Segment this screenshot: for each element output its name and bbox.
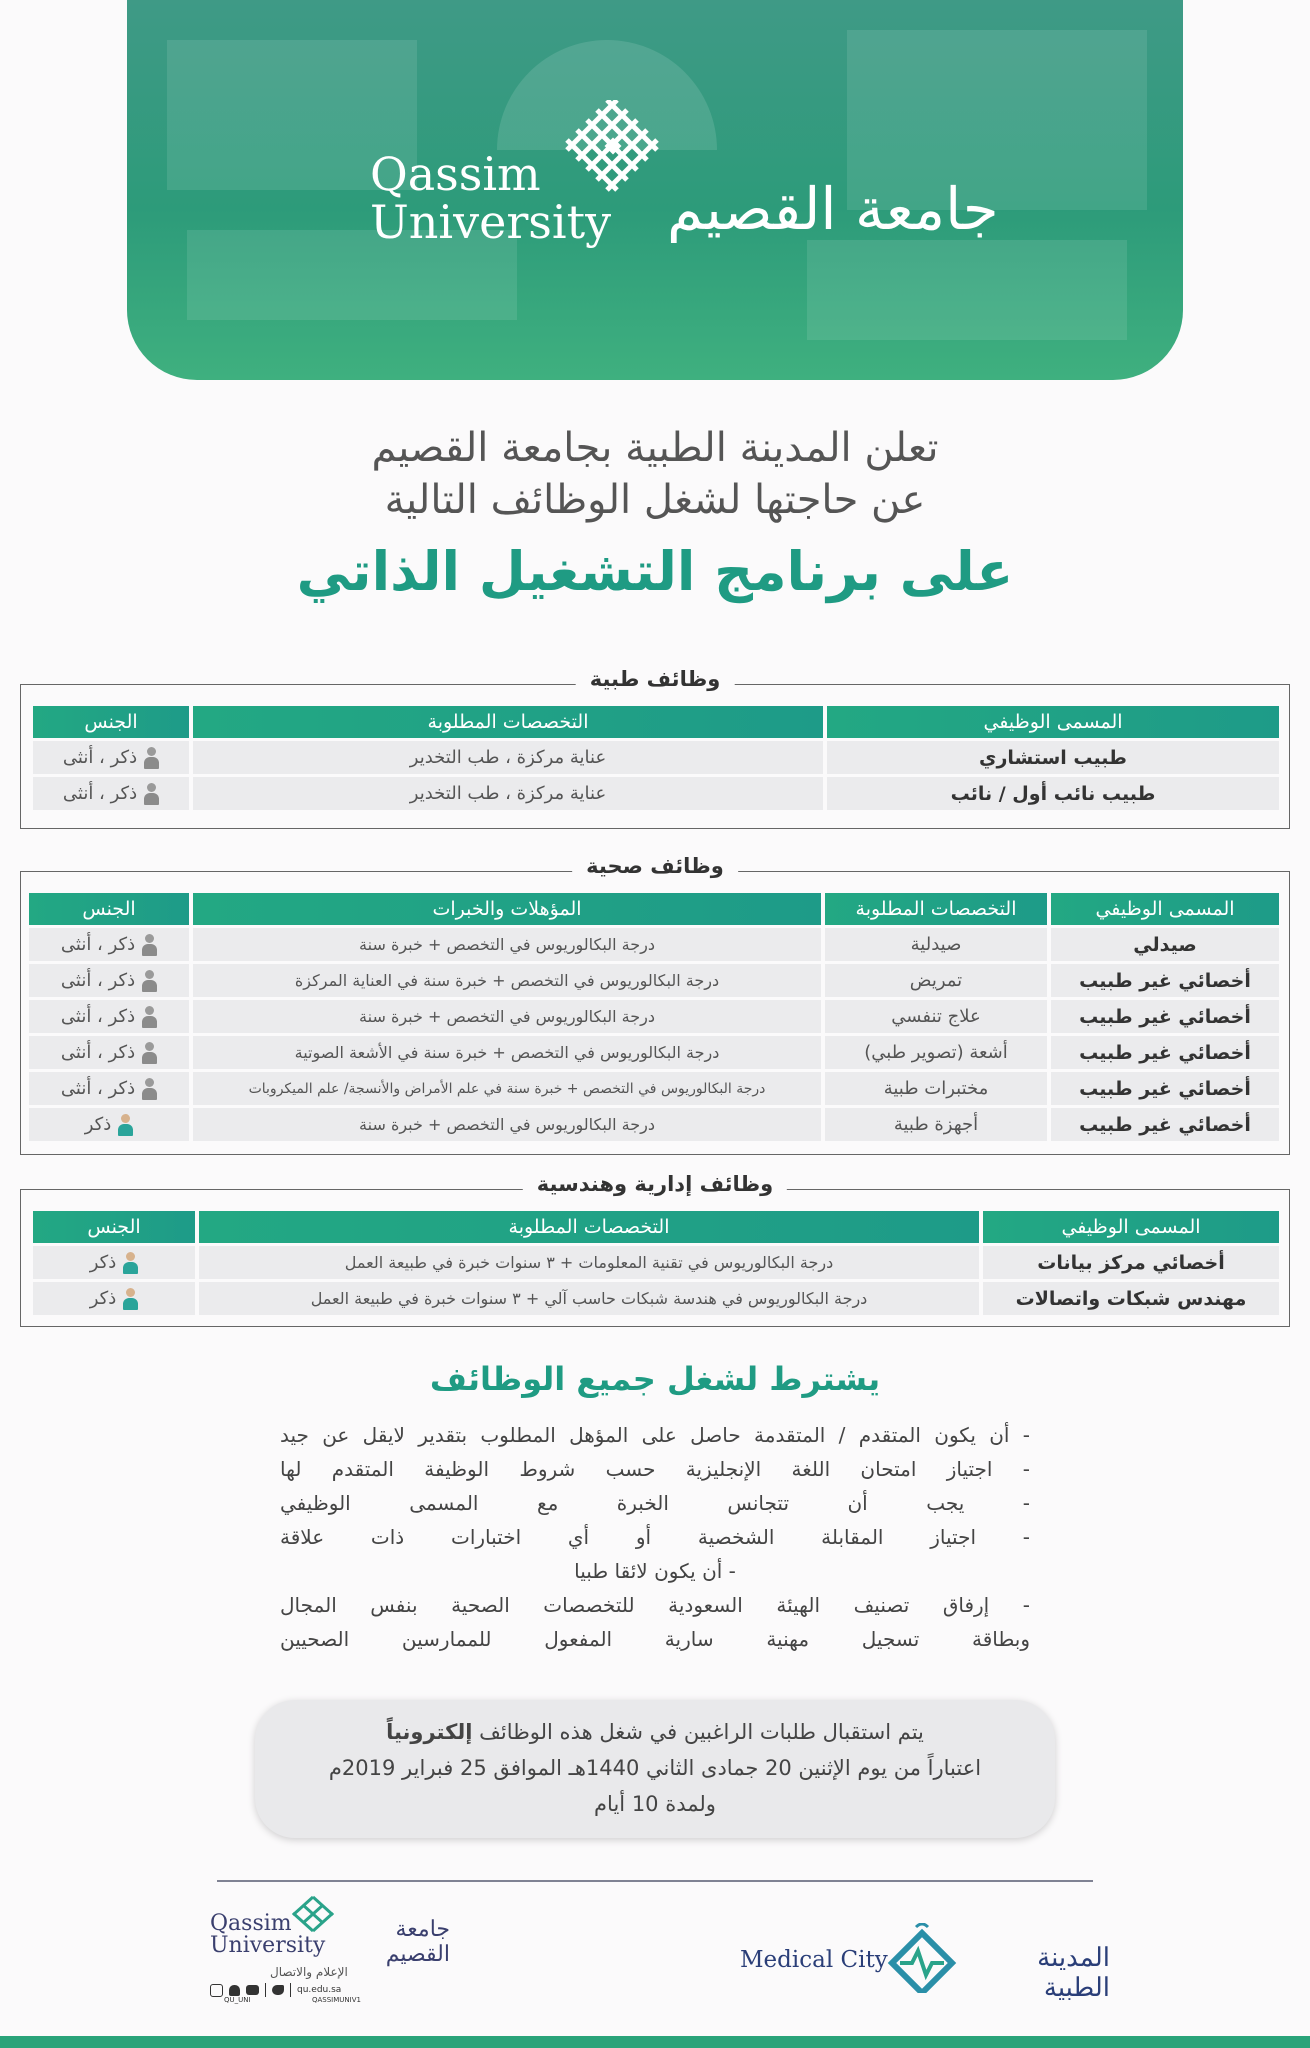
column-header-job: المسمى الوظيفي — [983, 1211, 1279, 1243]
specialty: أشعة (تصوير طبي) — [825, 1036, 1047, 1069]
male-icon — [117, 1114, 133, 1136]
condition-item: وبطاقة تسجيل مهنية سارية المفعول للممارسين الصحيين — [280, 1627, 1030, 1651]
handle-qu-uni: QU_UNI — [224, 1996, 251, 2004]
job-title: أخصائي مركز بيانات — [983, 1246, 1279, 1279]
page-title: على برنامج التشغيل الذاتي — [296, 540, 1014, 603]
medical-jobs-section — [20, 667, 1290, 829]
male-female-icon — [141, 1042, 157, 1064]
health-jobs-section — [20, 854, 1290, 1155]
column-header-job: المسمى الوظيفي — [827, 706, 1279, 738]
admin-jobs-section — [20, 1172, 1290, 1327]
condition-item: - إرفاق تصنيف الهيئة السعودية للتخصصات الصحية بنفس المجال — [280, 1593, 1030, 1617]
qualifications: درجة البكالوريوس في التخصص + خبرة سنة في العناية المركزة — [193, 964, 821, 997]
gender-cell: ذكر ، أنثى — [33, 741, 189, 774]
table-row — [29, 1108, 1279, 1141]
male-female-icon — [141, 1006, 157, 1028]
gender-cell: ذكر ، أنثى — [29, 964, 189, 997]
qualifications: درجة البكالوريوس في التخصص + خبرة سنة في الأشعة الصوتية — [193, 1036, 821, 1069]
footer-qu-logo: Qassim University جامعة القصيم الإعلام والاتصال qu.edu.sa QU_UNI QASSIMUNIV1 — [210, 1895, 450, 2005]
column-header-job: المسمى الوظيفي — [1051, 893, 1279, 925]
health-jobs-title: وظائف صحية — [572, 854, 738, 878]
condition-item: - أن يكون لائقا طبيا — [574, 1559, 736, 1583]
job-title: أخصائي غير طبيب — [1051, 1036, 1279, 1069]
specialty: عناية مركزة ، طب التخدير — [193, 741, 823, 774]
gender-cell: ذكر — [33, 1282, 195, 1315]
medical-jobs-title: وظائف طبية — [576, 667, 735, 691]
job-title: أخصائي غير طبيب — [1051, 964, 1279, 997]
snapchat-icon[interactable] — [229, 1985, 240, 1996]
conditions-title: يشترط لشغل جميع الوظائف — [429, 1360, 881, 1398]
gender-cell: ذكر — [29, 1108, 189, 1141]
job-title: طبيب استشاري — [827, 741, 1279, 774]
intro-line-2: عن حاجتها لشغل الوظائف التالية — [384, 477, 926, 523]
male-female-icon — [143, 783, 159, 805]
column-header-gender: الجنس — [29, 893, 189, 925]
column-header-specialty: التخصصات المطلوبة — [193, 706, 823, 738]
column-header-gender: الجنس — [33, 1211, 195, 1243]
bottom-bar — [0, 2036, 1310, 2048]
male-icon — [122, 1288, 138, 1310]
male-female-icon — [141, 970, 157, 992]
condition-item: - اجتياز امتحان اللغة الإنجليزية حسب شروط الوظيفة المتقدم لها — [280, 1457, 1030, 1481]
qualifications: درجة البكالوريوس في التخصص + خبرة سنة في علم الأمراض والأنسجة/ علم الميكروبات — [193, 1072, 821, 1105]
website-link[interactable]: qu.edu.sa — [297, 1985, 342, 1995]
condition-item: - اجتياز المقابلة الشخصية أو أي اختبارات ذات علاقة — [280, 1525, 1030, 1549]
admin-jobs-table — [29, 1208, 1283, 1318]
table-row — [29, 1036, 1279, 1069]
column-header-specialty: التخصصات المطلوبة — [825, 893, 1047, 925]
instagram-icon[interactable] — [210, 1984, 223, 1997]
job-title: أخصائي غير طبيب — [1051, 1108, 1279, 1141]
handle-qassimuniv: QASSIMUNIV1 — [312, 1996, 361, 2004]
footer-divider — [217, 1880, 1093, 1882]
table-row — [33, 777, 1279, 810]
intro-line-1: تعلن المدينة الطبية بجامعة القصيم — [371, 425, 939, 471]
specialty: درجة البكالوريوس في هندسة شبكات حاسب آلي + ٣ سنوات خبرة في طبيعة العمل — [199, 1282, 979, 1315]
qualifications: درجة البكالوريوس في التخصص + خبرة سنة — [193, 1000, 821, 1033]
column-header-qualifications: المؤهلات والخبرات — [193, 893, 821, 925]
application-notice — [255, 1700, 1055, 1838]
gender-cell: ذكر ، أنثى — [29, 1000, 189, 1033]
job-title: طبيب نائب أول / نائب — [827, 777, 1279, 810]
male-female-icon — [141, 1078, 157, 1100]
gender-cell: ذكر ، أنثى — [29, 928, 189, 961]
youtube-icon[interactable] — [246, 1985, 259, 1995]
qualifications: درجة البكالوريوس في التخصص + خبرة سنة — [193, 1108, 821, 1141]
condition-item: - أن يكون المتقدم / المتقدمة حاصل على المؤهل المطلوب بتقدير لايقل عن جيد — [280, 1423, 1030, 1447]
column-header-gender: الجنس — [33, 706, 189, 738]
qualifications: درجة البكالوريوس في التخصص + خبرة سنة — [193, 928, 821, 961]
medical-jobs-table — [29, 703, 1283, 813]
notice-line-1: يتم استقبال طلبات الراغبين في شغل هذه الوظائف إلكترونياً — [386, 1720, 924, 1744]
notice-line-2: اعتباراً من يوم الإثنين 20 جمادى الثاني 1440هـ الموافق 25 فبراير 2019م — [328, 1756, 982, 1780]
medical-city-emblem-icon — [882, 1923, 962, 1993]
table-row — [29, 964, 1279, 997]
specialty: درجة البكالوريوس في تقنية المعلومات + ٣ سنوات خبرة في طبيعة العمل — [199, 1246, 979, 1279]
job-title: أخصائي غير طبيب — [1051, 1000, 1279, 1033]
condition-item: - يجب أن تتجانس الخبرة مع المسمى الوظيفي — [280, 1491, 1030, 1515]
medical-city-logo: Medical City المدينة الطبية — [740, 1915, 1110, 1995]
male-female-icon — [141, 934, 157, 956]
university-name-arabic: جامعة القصيم — [667, 175, 999, 243]
twitter-icon[interactable] — [272, 1985, 284, 1995]
health-jobs-table — [25, 890, 1283, 1144]
header-banner — [127, 0, 1183, 380]
table-row — [33, 1282, 1279, 1315]
gender-cell: ذكر ، أنثى — [29, 1036, 189, 1069]
job-title: مهندس شبكات واتصالات — [983, 1282, 1279, 1315]
column-header-specialty: التخصصات المطلوبة — [199, 1211, 979, 1243]
admin-jobs-title: وظائف إدارية وهندسية — [523, 1172, 787, 1196]
specialty: أجهزة طبية — [825, 1108, 1047, 1141]
job-title: صيدلي — [1051, 928, 1279, 961]
table-row — [33, 1246, 1279, 1279]
table-row — [29, 1000, 1279, 1033]
table-row — [29, 928, 1279, 961]
specialty: مختبرات طبية — [825, 1072, 1047, 1105]
gender-cell: ذكر — [33, 1246, 195, 1279]
specialty: علاج تنفسي — [825, 1000, 1047, 1033]
table-row — [33, 741, 1279, 774]
male-icon — [122, 1252, 138, 1274]
gender-cell: ذكر ، أنثى — [33, 777, 189, 810]
gender-cell: ذكر ، أنثى — [29, 1072, 189, 1105]
specialty: صيدلية — [825, 928, 1047, 961]
male-female-icon — [143, 747, 159, 769]
specialty: تمريض — [825, 964, 1047, 997]
specialty: عناية مركزة ، طب التخدير — [193, 777, 823, 810]
table-row — [29, 1072, 1279, 1105]
job-title: أخصائي غير طبيب — [1051, 1072, 1279, 1105]
notice-line-3: ولمدة 10 أيام — [594, 1792, 716, 1816]
university-name-latin: Qassim University — [370, 147, 612, 249]
